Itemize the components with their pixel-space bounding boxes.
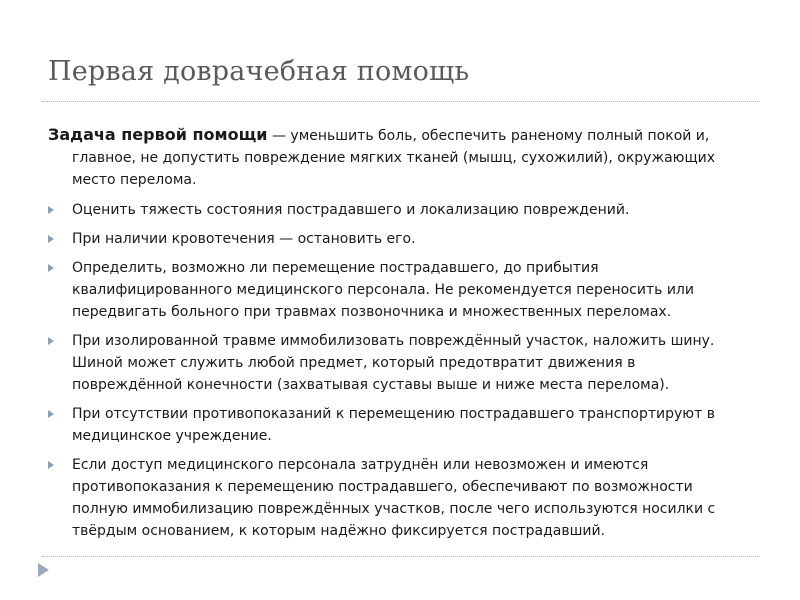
- list-item-text: При отсутствии противопоказаний к перемещению пострадавшего транспортируют в медицинское учреждение.: [72, 406, 715, 444]
- bullet-triangle-icon: [48, 410, 54, 418]
- next-slide-arrow-icon[interactable]: [38, 563, 49, 577]
- bullet-triangle-icon: [48, 461, 54, 469]
- bullet-triangle-icon: [48, 337, 54, 345]
- bullet-list: [48, 199, 748, 542]
- slide-content: [48, 124, 748, 549]
- list-item: [48, 454, 748, 542]
- list-item: [48, 228, 748, 250]
- list-item-text: При наличии кровотечения — остановить его.: [72, 231, 416, 247]
- list-item: [48, 199, 748, 221]
- list-item-text: При изолированной травме иммобилизовать повреждённый участок, наложить шину. Шиной может служить любой предмет, который предотвратит движения в повреждённой конечности (захватывая суставы выше и ниже места перелома).: [72, 333, 715, 393]
- bullet-triangle-icon: [48, 206, 54, 214]
- list-item-text: Определить, возможно ли перемещение пострадавшего, до прибытия квалифицированного медицинского персонала. Не рекомендуется переносить или передвигать больного при травмах позвоночника и множественных переломах.: [72, 260, 694, 320]
- list-item: [48, 257, 748, 323]
- list-item: [48, 403, 748, 447]
- bullet-triangle-icon: [48, 264, 54, 272]
- intro-lead: Задача первой помощи: [48, 125, 268, 144]
- intro-paragraph: [48, 124, 748, 191]
- bullet-triangle-icon: [48, 235, 54, 243]
- list-item-text: Если доступ медицинского персонала затруднён или невозможен и имеются противопоказания к перемещению пострадавшего, обеспечивают по возможности полную иммобилизацию повреждённых участков, после чего используются носилки с твёрдым основанием, к которым надёжно фиксируется пострадавший.: [72, 457, 716, 539]
- list-item-text: Оценить тяжесть состояния пострадавшего и локализацию повреждений.: [72, 202, 630, 218]
- title-divider: [42, 101, 760, 102]
- slide-title: Первая доврачебная помощь: [48, 56, 470, 87]
- footer-divider: [42, 556, 760, 557]
- intro-text: — уменьшить боль, обеспечить раненому полный покой и, главное, не допустить повреждение мягких тканей (мышц, сухожилий), окружающих место перелома.: [72, 128, 716, 188]
- list-item: [48, 330, 748, 396]
